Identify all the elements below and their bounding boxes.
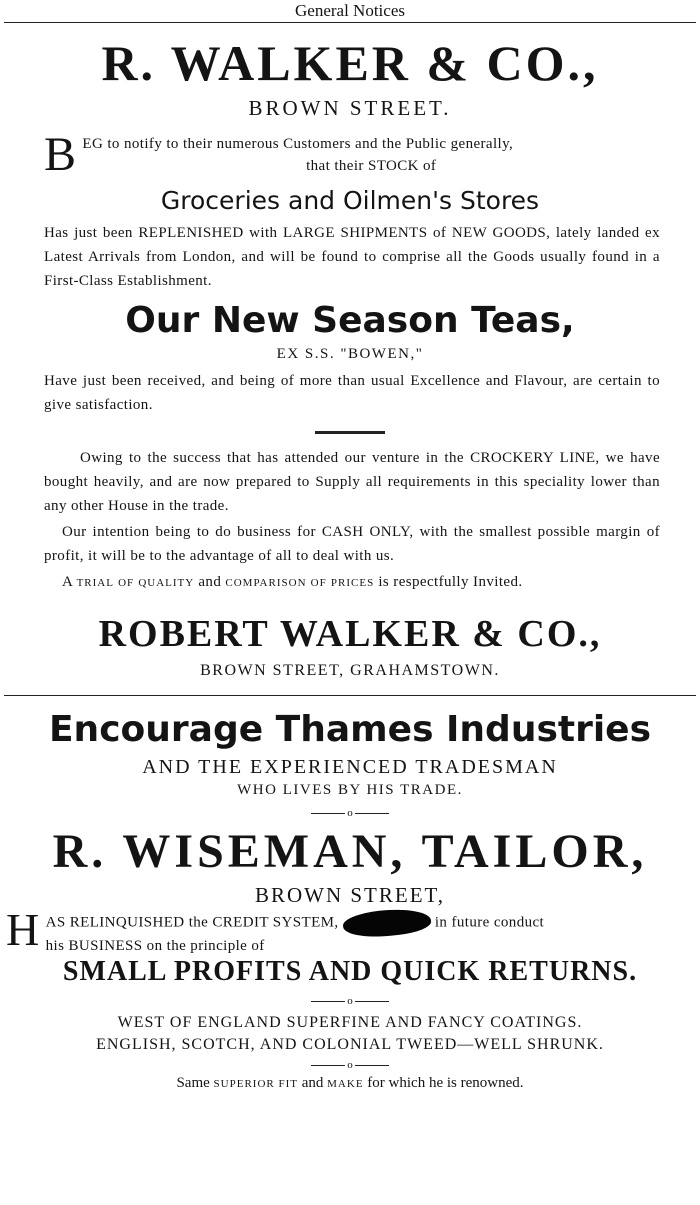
trial-of2: OF [310, 577, 327, 589]
advertisement-divider [4, 695, 696, 696]
trial-of1: OF [118, 577, 135, 589]
trial-comparison: COMPARISON [225, 577, 307, 589]
wiseman-slogan: SMALL PROFITS AND QUICK RETURNS. [62, 956, 638, 987]
walker-intro [44, 128, 660, 181]
ornament-rule [0, 994, 700, 1008]
section-header: General Notices [295, 1, 405, 20]
wiseman-notice-line1 [6, 910, 696, 936]
ornament-rule [0, 1058, 700, 1072]
trial-prices: PRICES [330, 577, 375, 589]
wiseman-name: R. WISEMAN, TAILOR, [52, 825, 648, 878]
wiseman-notice-line2: his BUSINESS on the principle of [45, 938, 265, 954]
tweeds-line: ENGLISH, SCOTCH, AND COLONIAL TWEED—WELL SHRUNK. [96, 1036, 604, 1053]
ornament-rule [0, 806, 700, 820]
crockery-paragraph: Owing to the success that has attended our venture in the CROCKERY LINE, we have bought heavily, and are now prepared to Supply all requirements in this speciality lower than any other House in the trade. [44, 450, 660, 514]
wiseman-street: BROWN STREET, [254, 883, 446, 907]
walker-signature-address: BROWN STREET, GRAHAMSTOWN. [200, 662, 500, 679]
separator [315, 431, 385, 434]
groceries-heading: Groceries and Oilmen's Stores [160, 186, 540, 215]
trial-and: and [198, 574, 222, 590]
walker-intro-line2: that their STOCK of [306, 158, 437, 174]
wiseman-headline: Encourage Thames Industries [48, 709, 652, 750]
ink-blot [342, 905, 432, 940]
wiseman-dropcap: H [6, 904, 40, 955]
renowned-same: Same [176, 1075, 210, 1091]
teas-paragraph: Have just been received, and being of more than usual Excellence and Flavour, are certain to give satisfaction. [44, 373, 660, 413]
walker-intro-line1: EG to notify to their numerous Customers and the Public generally, [82, 136, 514, 152]
cash-paragraph: Our intention being to do business for CASH ONLY, with the smallest possible margin of profit, it will be to the advantage of all to deal with us. [44, 524, 660, 564]
walker-name: R. WALKER & CO., [101, 35, 599, 91]
ornament-glyph: o [347, 995, 353, 1007]
renowned-superior-fit: SUPERIOR FIT [213, 1078, 298, 1090]
walker-street: BROWN STREET. [248, 96, 452, 120]
renowned-line [0, 1072, 700, 1094]
trial-quality: QUALITY [138, 577, 195, 589]
trial-paragraph [44, 570, 660, 595]
wiseman-line1b: in future conduct [434, 914, 545, 931]
wiseman-advertisement [0, 706, 700, 1094]
ornament-glyph: o [347, 807, 353, 819]
ship-name: EX S.S. "BOWEN," [276, 346, 424, 362]
teas-heading: Our New Season Teas, [125, 300, 575, 341]
wiseman-subline2: WHO LIVES BY HIS TRADE. [237, 782, 463, 798]
wiseman-subline1: AND THE EXPERIENCED TRADESMAN [142, 756, 558, 778]
walker-signature-name: ROBERT WALKER & CO., [98, 613, 602, 655]
walker-advertisement [0, 33, 700, 683]
header-rule [4, 22, 696, 23]
renowned-rest: for which he is renowned. [367, 1075, 524, 1091]
ornament-glyph: o [347, 1059, 353, 1071]
walker-dropcap: B [44, 128, 77, 181]
wiseman-notice [6, 904, 696, 955]
trial-a: A [62, 574, 73, 590]
coatings-line: WEST OF ENGLAND SUPERFINE AND FANCY COATINGS. [117, 1014, 583, 1031]
wiseman-line1a: AS RELINQUISHED the CREDIT SYSTEM, [45, 914, 339, 931]
renowned-and: and [301, 1075, 324, 1091]
trial-word: TRIAL [76, 577, 114, 589]
trial-rest: is respectfully Invited. [378, 574, 523, 590]
replenished-paragraph: Has just been REPLENISHED with LARGE SHIPMENTS of NEW GOODS, lately landed ex Latest Arrivals from London, and will be found to comprise all the Goods usually found in a First-Class Establishment. [44, 225, 660, 289]
renowned-make: MAKE [327, 1078, 364, 1090]
